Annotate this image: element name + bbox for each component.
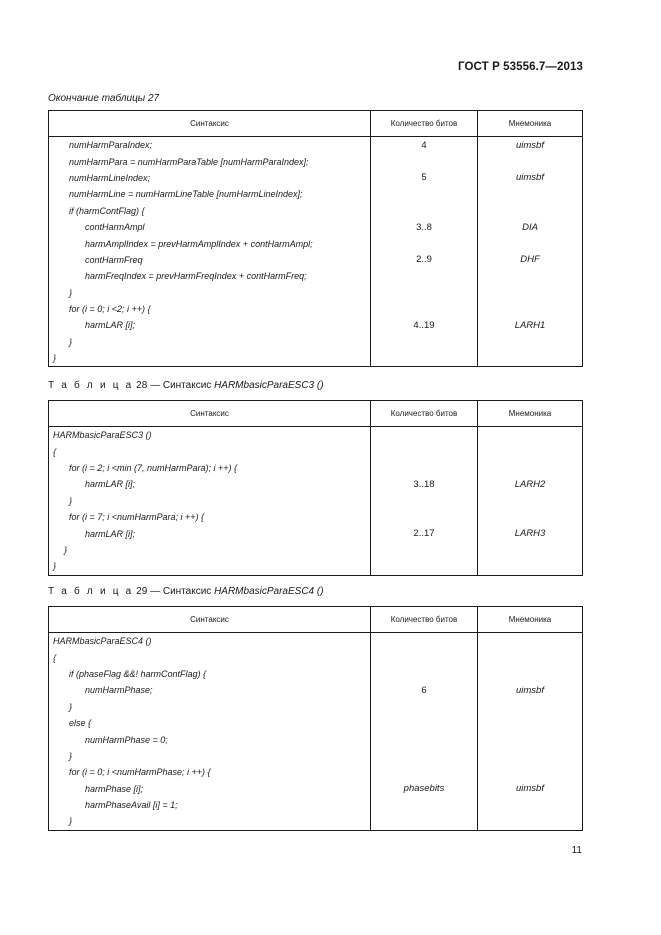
syntax-cell: numHarmLine = numHarmLineTable [numHarmLineIndex]; <box>49 186 371 202</box>
table-row <box>49 699 583 715</box>
table-row <box>49 715 583 731</box>
bits-cell: 6 <box>371 682 478 698</box>
table-29-caption-label: Т а б л и ц а <box>48 586 134 597</box>
standard-designation: ГОСТ Р 53556.7—2013 <box>458 61 583 73</box>
mnemonic-cell: LARH1 <box>478 317 583 333</box>
mnemonic-cell: DIA <box>478 219 583 235</box>
table-row <box>49 268 583 284</box>
bits-cell <box>371 350 478 367</box>
syntax-cell: for (i = 0; i <2; i ++) { <box>49 301 371 317</box>
table-row <box>49 764 583 780</box>
bits-cell <box>371 268 478 284</box>
mnemonic-cell: uimsbf <box>478 682 583 698</box>
mnemonic-cell <box>478 203 583 219</box>
table-28-caption-title: HARMbasicParaESC3 () <box>214 380 324 391</box>
table-row <box>49 252 583 268</box>
mnemonic-cell <box>478 715 583 731</box>
bits-cell <box>371 748 478 764</box>
mnemonic-cell <box>478 301 583 317</box>
bits-cell <box>371 285 478 301</box>
syntax-cell: harmLAR [i]; <box>49 317 371 333</box>
mnemonic-cell <box>478 649 583 665</box>
bits-cell <box>371 633 478 650</box>
table-row <box>49 476 583 492</box>
bits-cell <box>371 542 478 558</box>
syntax-cell: numHarmPhase = 0; <box>49 731 371 747</box>
column-header-syntax: Синтаксис <box>49 607 371 633</box>
mnemonic-cell <box>478 443 583 459</box>
mnemonic-cell <box>478 633 583 650</box>
syntax-cell: { <box>49 649 371 665</box>
mnemonic-cell: uimsbf <box>478 170 583 186</box>
syntax-cell: } <box>49 285 371 301</box>
table-row <box>49 219 583 235</box>
bits-cell <box>371 764 478 780</box>
syntax-cell: numHarmLineIndex; <box>49 170 371 186</box>
bits-cell: 5 <box>371 170 478 186</box>
mnemonic-cell: uimsbf <box>478 781 583 797</box>
mnemonic-cell: LARH3 <box>478 525 583 541</box>
syntax-cell: harmLAR [i]; <box>49 476 371 492</box>
syntax-cell: harmLAR [i]; <box>49 525 371 541</box>
bits-cell <box>371 493 478 509</box>
table-row <box>49 666 583 682</box>
table-row <box>49 350 583 367</box>
mnemonic-cell <box>478 748 583 764</box>
bits-cell <box>371 558 478 575</box>
column-header-syntax: Синтаксис <box>49 401 371 427</box>
syntax-cell: HARMbasicParaESC3 () <box>49 427 371 444</box>
syntax-cell: } <box>49 350 371 367</box>
mnemonic-cell <box>478 666 583 682</box>
table-29-caption-text: 29 — Синтаксис <box>133 586 215 597</box>
bits-cell: 4..19 <box>371 317 478 333</box>
syntax-cell: } <box>49 334 371 350</box>
table-row <box>49 170 583 186</box>
bits-cell <box>371 203 478 219</box>
syntax-cell: harmFreqIndex = prevHarmFreqIndex + contHarmFreq; <box>49 268 371 284</box>
mnemonic-cell <box>478 186 583 202</box>
mnemonic-cell <box>478 699 583 715</box>
table-row <box>49 317 583 333</box>
bits-cell: 2..17 <box>371 525 478 541</box>
table-row <box>49 748 583 764</box>
syntax-cell: for (i = 2; i <min (7, numHarmPara); i ++) { <box>49 460 371 476</box>
table-row <box>49 460 583 476</box>
mnemonic-cell <box>478 285 583 301</box>
bits-cell: 2..9 <box>371 252 478 268</box>
table-row <box>49 633 583 650</box>
table-row <box>49 731 583 747</box>
bits-cell <box>371 153 478 169</box>
syntax-cell: numHarmPara = numHarmParaTable [numHarmParaIndex]; <box>49 153 371 169</box>
bits-cell <box>371 509 478 525</box>
table-row <box>49 813 583 830</box>
table-header-row <box>49 401 583 427</box>
table-row <box>49 493 583 509</box>
table-row <box>49 186 583 202</box>
mnemonic-cell: uimsbf <box>478 137 583 154</box>
syntax-cell: contHarmFreq <box>49 252 371 268</box>
table-28-caption <box>48 380 324 391</box>
table-row <box>49 137 583 154</box>
syntax-cell: } <box>49 542 371 558</box>
mnemonic-cell <box>478 334 583 350</box>
syntax-cell: HARMbasicParaESC4 () <box>49 633 371 650</box>
mnemonic-cell <box>478 460 583 476</box>
syntax-cell: } <box>49 493 371 509</box>
table-row <box>49 509 583 525</box>
mnemonic-cell <box>478 731 583 747</box>
syntax-cell: } <box>49 699 371 715</box>
syntax-cell: } <box>49 813 371 830</box>
mnemonic-cell <box>478 558 583 575</box>
mnemonic-cell <box>478 153 583 169</box>
table-28-caption-text: 28 — Синтаксис <box>133 380 215 391</box>
column-header-bits: Количество битов <box>371 111 478 137</box>
syntax-cell: else { <box>49 715 371 731</box>
syntax-cell: if (harmContFlag) { <box>49 203 371 219</box>
bits-cell: 3..18 <box>371 476 478 492</box>
table-29 <box>48 606 583 831</box>
column-header-mnemonic: Мнемоника <box>478 401 583 427</box>
mnemonic-cell <box>478 542 583 558</box>
table-29-caption-title: HARMbasicParaESC4 () <box>214 586 324 597</box>
syntax-cell: harmPhase [i]; <box>49 781 371 797</box>
table-row <box>49 443 583 459</box>
table-row <box>49 203 583 219</box>
table-row <box>49 235 583 251</box>
table-27 <box>48 110 583 367</box>
mnemonic-cell <box>478 235 583 251</box>
bits-cell <box>371 186 478 202</box>
table-header-row <box>49 607 583 633</box>
mnemonic-cell <box>478 509 583 525</box>
table-row <box>49 649 583 665</box>
bits-cell <box>371 715 478 731</box>
mnemonic-cell: DHF <box>478 252 583 268</box>
column-header-bits: Количество битов <box>371 401 478 427</box>
bits-cell <box>371 649 478 665</box>
table-row <box>49 781 583 797</box>
bits-cell: 4 <box>371 137 478 154</box>
table-28 <box>48 400 583 576</box>
column-header-mnemonic: Мнемоника <box>478 111 583 137</box>
syntax-cell: } <box>49 748 371 764</box>
syntax-cell: for (i = 7; i <numHarmPara; i ++) { <box>49 509 371 525</box>
table-row <box>49 682 583 698</box>
column-header-syntax: Синтаксис <box>49 111 371 137</box>
table-28-caption-label: Т а б л и ц а <box>48 380 134 391</box>
mnemonic-cell <box>478 427 583 444</box>
mnemonic-cell <box>478 268 583 284</box>
mnemonic-cell <box>478 797 583 813</box>
mnemonic-cell <box>478 813 583 830</box>
bits-cell: 3..8 <box>371 219 478 235</box>
mnemonic-cell <box>478 764 583 780</box>
syntax-cell: } <box>49 558 371 575</box>
table-29-caption <box>48 586 324 597</box>
syntax-cell: harmPhaseAvail [i] = 1; <box>49 797 371 813</box>
syntax-cell: numHarmParaIndex; <box>49 137 371 154</box>
bits-cell <box>371 235 478 251</box>
mnemonic-cell <box>478 350 583 367</box>
table-row <box>49 153 583 169</box>
bits-cell <box>371 699 478 715</box>
bits-cell <box>371 443 478 459</box>
bits-cell <box>371 301 478 317</box>
column-header-mnemonic: Мнемоника <box>478 607 583 633</box>
syntax-cell: harmAmplIndex = prevHarmAmplIndex + contHarmAmpl; <box>49 235 371 251</box>
bits-cell <box>371 666 478 682</box>
table-row <box>49 301 583 317</box>
table-row <box>49 285 583 301</box>
table-row <box>49 427 583 444</box>
table-row <box>49 542 583 558</box>
table-header-row <box>49 111 583 137</box>
syntax-cell: for (i = 0; i <numHarmPhase; i ++) { <box>49 764 371 780</box>
column-header-bits: Количество битов <box>371 607 478 633</box>
table-row <box>49 797 583 813</box>
bits-cell <box>371 334 478 350</box>
table-row <box>49 525 583 541</box>
syntax-cell: contHarmAmpl <box>49 219 371 235</box>
table-row <box>49 558 583 575</box>
table-27-caption: Окончание таблицы 27 <box>48 93 160 104</box>
bits-cell <box>371 797 478 813</box>
page-number: 11 <box>571 845 582 856</box>
bits-cell <box>371 813 478 830</box>
syntax-cell: { <box>49 443 371 459</box>
table-row <box>49 334 583 350</box>
mnemonic-cell <box>478 493 583 509</box>
bits-cell <box>371 731 478 747</box>
bits-cell <box>371 427 478 444</box>
bits-cell <box>371 460 478 476</box>
syntax-cell: numHarmPhase; <box>49 682 371 698</box>
bits-cell: phasebits <box>371 781 478 797</box>
syntax-cell: if (phaseFlag &&! harmContFlag) { <box>49 666 371 682</box>
mnemonic-cell: LARH2 <box>478 476 583 492</box>
